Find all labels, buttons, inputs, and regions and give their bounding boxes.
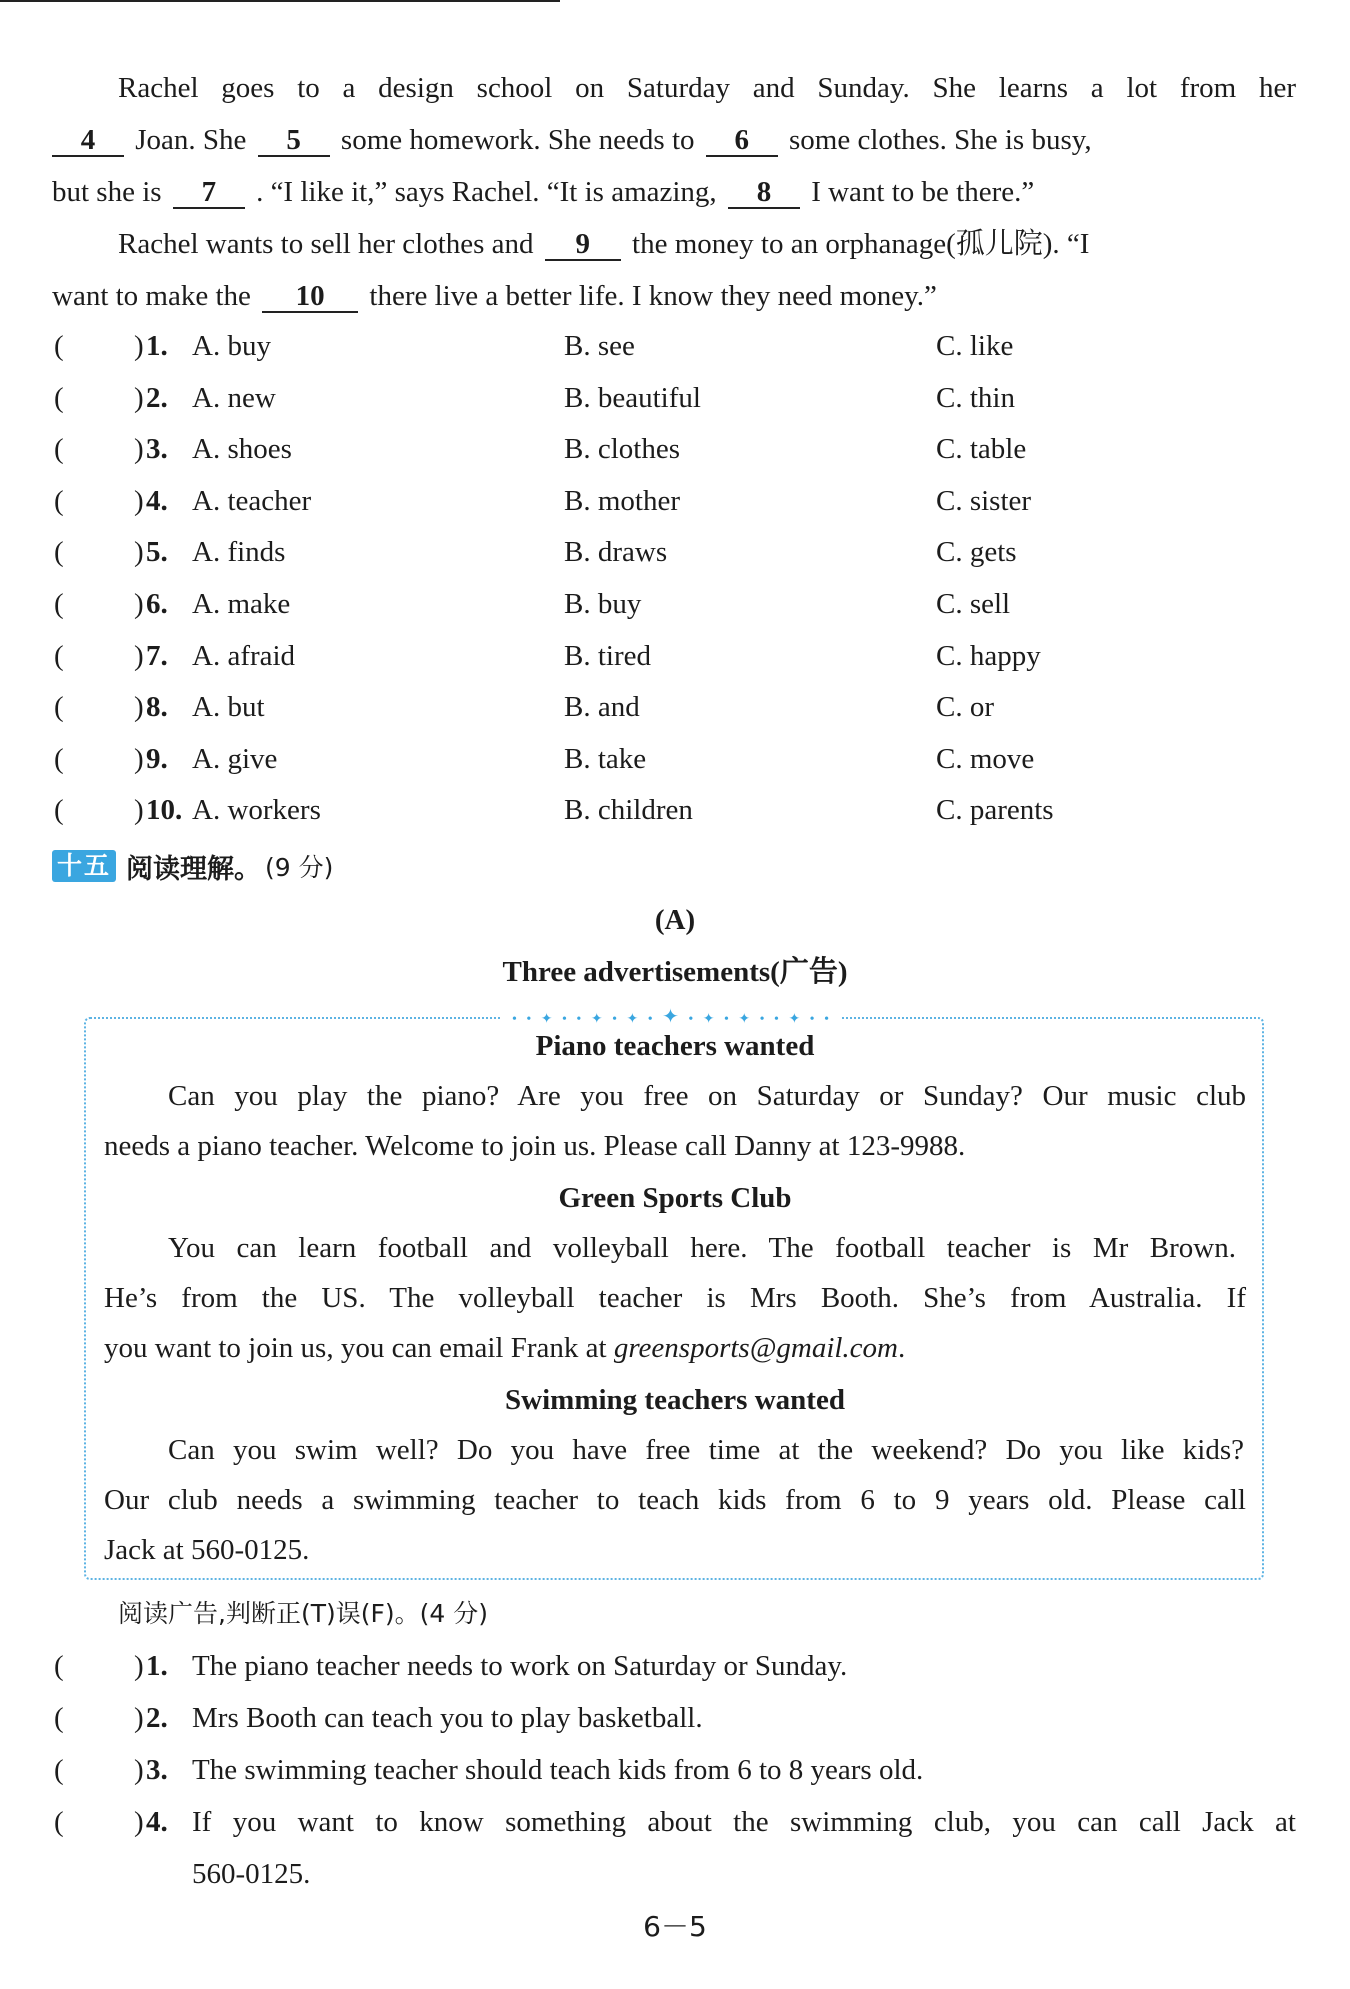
ad-swim-title: Swimming teachers wanted <box>505 1384 845 1416</box>
tf-statement-continued: 560-0125. <box>192 1858 311 1890</box>
blank-7[interactable]: 7 <box>173 177 245 209</box>
blank-6[interactable]: 6 <box>706 125 778 157</box>
answer-paren-open: ( <box>54 794 64 827</box>
answer-paren-close: ) <box>134 639 144 672</box>
option-b[interactable]: B. take <box>564 742 647 775</box>
blank-9[interactable]: 9 <box>545 229 621 261</box>
tf-statement: The swimming teacher should teach kids from 6 to 8 years old. <box>192 1754 924 1786</box>
question-number: 1. <box>146 330 168 362</box>
answer-paren-open: ( <box>54 1702 64 1734</box>
question-number: 2. <box>146 381 168 414</box>
option-a[interactable]: A. afraid <box>192 639 296 672</box>
tf-statement: The piano teacher needs to work on Saturday or Sunday. <box>192 1650 848 1682</box>
section-15-heading <box>52 848 333 884</box>
answer-paren-open: ( <box>54 1754 64 1786</box>
answer-paren-open: ( <box>54 433 64 466</box>
option-c[interactable]: C. table <box>936 433 1027 466</box>
answer-paren-close: ) <box>134 1806 144 1838</box>
answer-paren-open: ( <box>54 330 64 362</box>
section-score: (9 分) <box>265 853 334 882</box>
ad-piano-line-1: Can you play the piano? Are you free on Saturday or Sunday? Our music club <box>168 1080 1246 1112</box>
option-a[interactable]: A. finds <box>192 536 286 569</box>
tf-statement: If you want to know something about the swimming club, you can call Jack at <box>192 1806 1296 1838</box>
option-c[interactable]: C. like <box>936 330 1014 362</box>
answer-paren-open: ( <box>54 691 64 724</box>
option-b[interactable]: B. see <box>564 330 635 362</box>
part-a-title: Three advertisements(广告) <box>502 956 848 988</box>
ad-sports-line-3: you want to join us, you can email Frank at greensports@gmail.com. <box>104 1332 906 1364</box>
question-number: 7. <box>146 639 168 672</box>
cloze-line-1: Rachel goes to a design school on Saturday and Sunday. She learns a lot from her <box>118 72 1296 104</box>
option-c[interactable]: C. sell <box>936 588 1011 620</box>
question-number: 1. <box>146 1650 168 1682</box>
option-a[interactable]: A. teacher <box>192 484 312 517</box>
answer-paren-open: ( <box>54 484 64 517</box>
answer-paren-close: ) <box>134 588 144 620</box>
option-c[interactable]: C. gets <box>936 536 1017 569</box>
answer-paren-close: ) <box>134 742 144 775</box>
option-b[interactable]: B. tired <box>564 639 651 672</box>
page-number: 6－5 <box>643 1910 707 1943</box>
blank-4[interactable]: 4 <box>52 125 124 157</box>
question-number: 3. <box>146 1754 168 1786</box>
cloze-line-4: Rachel wants to sell her clothes and 9 the money to an orphanage(孤儿院). “I <box>118 228 1090 260</box>
option-b[interactable]: B. draws <box>564 536 668 569</box>
answer-paren-close: ) <box>134 381 144 414</box>
section-title: 阅读理解。 <box>126 853 262 885</box>
question-number: 4. <box>146 484 168 517</box>
option-b[interactable]: B. and <box>564 691 640 724</box>
ad-piano-title: Piano teachers wanted <box>535 1030 815 1062</box>
option-b[interactable]: B. mother <box>564 484 680 517</box>
option-b[interactable]: B. beautiful <box>564 381 701 414</box>
question-number: 2. <box>146 1702 168 1734</box>
question-number: 9. <box>146 742 168 775</box>
answer-paren-open: ( <box>54 742 64 775</box>
email-link[interactable]: greensports@gmail.com <box>613 1332 898 1364</box>
option-c[interactable]: C. parents <box>936 794 1054 827</box>
ad-sports-line-1: You can learn football and volleyball here. The football teacher is Mr Brown. <box>168 1232 1236 1264</box>
answer-paren-close: ) <box>134 330 144 362</box>
section-badge: 十五 <box>52 850 116 882</box>
answer-paren-open: ( <box>54 639 64 672</box>
cloze-line-2: 4 Joan. She 5 some homework. She needs to 6 some clothes. She is busy, <box>52 122 1092 158</box>
question-number: 4. <box>146 1806 168 1838</box>
question-number: 5. <box>146 536 168 569</box>
option-a[interactable]: A. new <box>192 381 276 414</box>
answer-paren-close: ) <box>134 1702 144 1734</box>
part-a-label: (A) <box>654 904 696 936</box>
option-a[interactable]: A. buy <box>192 330 271 362</box>
blank-8[interactable]: 8 <box>728 177 800 209</box>
answer-paren-close: ) <box>134 1650 144 1682</box>
option-a[interactable]: A. workers <box>192 794 321 827</box>
cloze-line-3: but she is 7 . “I like it,” says Rachel. “It is amazing, 8 I want to be there.” <box>52 176 1035 208</box>
answer-paren-open: ( <box>54 1806 64 1838</box>
option-a[interactable]: A. but <box>192 691 265 724</box>
answer-paren-close: ) <box>134 484 144 517</box>
option-c[interactable]: C. thin <box>936 381 1015 414</box>
option-b[interactable]: B. buy <box>564 588 642 620</box>
option-a[interactable]: A. give <box>192 742 278 775</box>
option-b[interactable]: B. clothes <box>564 433 680 466</box>
question-number: 8. <box>146 691 168 724</box>
option-c[interactable]: C. sister <box>936 484 1032 517</box>
option-c[interactable]: C. happy <box>936 639 1041 672</box>
answer-paren-close: ) <box>134 536 144 569</box>
answer-paren-close: ) <box>134 433 144 466</box>
ad-swim-line-2: Our club needs a swimming teacher to teach kids from 6 to 9 years old. Please call <box>104 1484 1246 1516</box>
ad-piano-line-2: needs a piano teacher. Welcome to join us. Please call Danny at 123-9988. <box>104 1130 966 1162</box>
blank-10[interactable]: 10 <box>262 281 358 313</box>
answer-paren-open: ( <box>54 1650 64 1682</box>
answer-paren-open: ( <box>54 588 64 620</box>
answer-paren-open: ( <box>54 536 64 569</box>
option-a[interactable]: A. shoes <box>192 433 292 466</box>
ad-swim-line-1: Can you swim well? Do you have free time at the weekend? Do you like kids? <box>168 1434 1244 1466</box>
question-number: 10. <box>146 794 183 827</box>
answer-paren-close: ) <box>134 691 144 724</box>
answer-paren-close: ) <box>134 1754 144 1786</box>
option-c[interactable]: C. move <box>936 742 1035 775</box>
question-number: 3. <box>146 433 168 466</box>
tf-statement: Mrs Booth can teach you to play basketball. <box>192 1702 703 1734</box>
answer-paren-open: ( <box>54 381 64 414</box>
star-divider-icon: • • ✦ • • ✦ • ✦ • ✦ • ✦ • ✦ • • ✦ • • <box>502 1006 842 1028</box>
option-c[interactable]: C. or <box>936 691 994 724</box>
ad-swim-line-3: Jack at 560-0125. <box>104 1534 310 1566</box>
cloze-line-5: want to make the 10 there live a better life. I know they need money.” <box>52 280 937 312</box>
question-number: 6. <box>146 588 168 620</box>
tf-instruction: 阅读广告,判断正(T)误(F)。(4 分) <box>118 1599 488 1628</box>
option-b[interactable]: B. children <box>564 794 693 827</box>
answer-paren-close: ) <box>134 794 144 827</box>
option-a[interactable]: A. make <box>192 588 291 620</box>
ad-sports-title: Green Sports Club <box>558 1182 792 1214</box>
ad-sports-line-2: He’s from the US. The volleyball teacher is Mrs Booth. She’s from Australia. If <box>104 1282 1246 1314</box>
top-rule <box>0 0 560 2</box>
blank-5[interactable]: 5 <box>258 125 330 157</box>
